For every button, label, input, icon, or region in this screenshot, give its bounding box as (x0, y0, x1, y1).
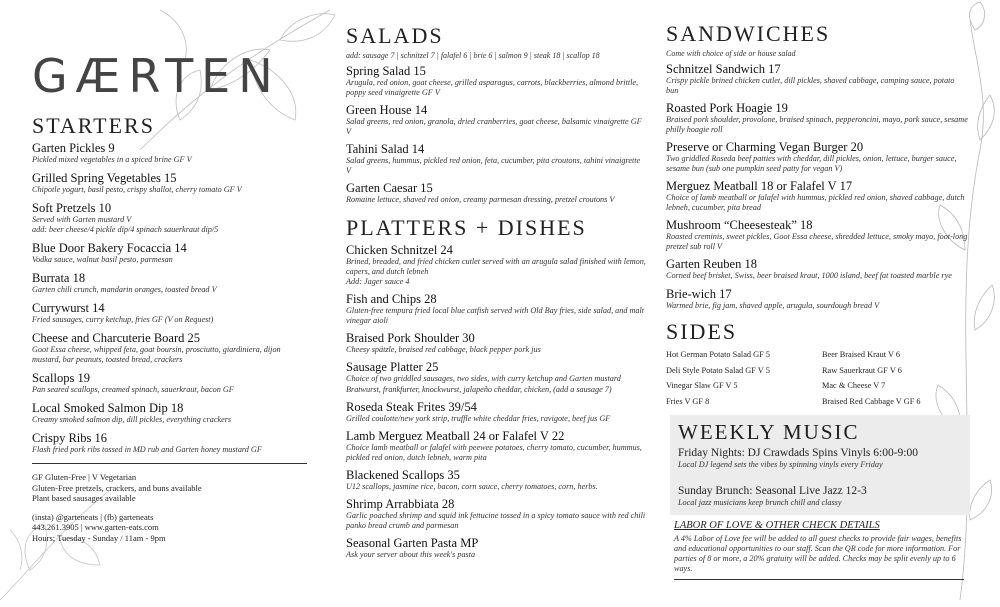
brand-logo: GÆRTEN (32, 49, 281, 103)
music-event: Sunday Brunch: Seasonal Live Jazz 12-3 Local jazz musicians keep brunch chill and classy (678, 485, 867, 507)
menu-item: Schnitzel Sandwich 17 Crispy pickle brined chicken cutlet, dill pickles, shaved cabbage, camping sauce, potato bun (666, 62, 955, 95)
labor-of-love-heading: LABOR OF LOVE & OTHER CHECK DETAILS (674, 520, 880, 531)
platters-list (346, 243, 646, 560)
menu-item: Garten Reuben 18 Corned beef brisket, Swiss, beer braised kraut, 1000 island, beef fat toasted marble rye (666, 257, 952, 280)
menu-item: Garten Caesar 15 Romaine lettuce, shaved red onion, creamy parmesan dressing, pretzel croutons V (346, 181, 615, 204)
menu-item: Tahini Salad 14 Salad greens, hummus, pickled red onion, feta, cucumber, pita croutons, tahini vinaigrette V (346, 142, 641, 175)
menu-item: Cheese and Charcuterie Board 25 Goot Essa cheese, whipped feta, goat boursin, prosciutto, giardiniera, dijon mustard, bar peanuts, toasted bread, crackers (32, 331, 281, 364)
left-column (32, 49, 308, 543)
menu-item: Sausage Platter 25 Choice of two griddled sausages, two sides, with curry ketchup and Garten mustard Bratwurst, frankfurter, knockwurst, jalapeño cheddar, chicken, (add a sausage 7) (346, 360, 621, 394)
middle-column (346, 24, 646, 565)
menu-item: Blackened Scallops 35 U12 scallops, jasmine rice, bacon, corn sauce, cherry tomatoes, corn, herbs. (346, 468, 598, 491)
salads-addons: add: sausage 7 | schnitzel 7 | falafel 6 | brie 6 | salmon 9 | steak 18 | scallop 18 (346, 51, 600, 60)
weekly-music-box (670, 415, 970, 515)
dietary-notes: GF Gluten-Free | V Vegetarian Gluten-Free pretzels, crackers, and buns available Plant based sausages available (32, 472, 202, 503)
menu-item: Brie-wich 17 Warmed brie, fig jam, shaved apple, arugula, sourdough bread V (666, 287, 880, 310)
menu-item: Garten Pickles 9 Pickled mixed vegetables in a spiced brine GF V (32, 141, 192, 164)
menu-item: Braised Pork Shoulder 30 Cheesy spätzle, braised red cabbage, black pepper pork jus (346, 331, 541, 354)
sides-column-right (822, 347, 921, 409)
list-item: Beer Braised Kraut V 6 (822, 350, 901, 359)
menu-item: Grilled Spring Vegetables 15 Chipotle yogurt, basil pesto, crispy shallot, cherry tomato GF V (32, 171, 242, 194)
starters-list (32, 141, 308, 455)
sandwiches-heading: SANDWICHES (666, 21, 831, 46)
starters-heading: STARTERS (32, 113, 155, 138)
sides-column-left (666, 347, 810, 409)
menu-item: Soft Pretzels 10 Served with Garten mustard V add: beer cheese/4 pickle dip/4 spinach sauerkraut dip/5 (32, 201, 219, 234)
sandwiches-list (666, 62, 968, 311)
menu-item: Blue Door Bakery Focaccia 14 Vodka sauce, walnut basil pesto, parmesan (32, 241, 187, 264)
music-event: Friday Nights: DJ Crawdads Spins Vinyls 6:00-9:00 Local DJ legend sets the vibes by spinning vinyls every Friday (678, 447, 918, 469)
menu-item: Chicken Schnitzel 24 Brined, breaded, and fried chicken cutlet served with an arugula salad finished with lemon, capers, and dutch lebneh Add: Jager sauce 4 (346, 243, 646, 286)
list-item: Raw Sauerkraut GF V 6 (822, 365, 902, 375)
salads-heading: SALADS (346, 23, 444, 48)
menu-item: Crispy Ribs 16 Flash fried pork ribs tossed in MD rub and Garten honey mustard GF (32, 431, 262, 454)
list-item: Mac & Cheese V 7 (822, 381, 886, 390)
menu-item: Seasonal Garten Pasta MP Ask your server about this week's pasta (346, 536, 479, 559)
menu-item: Mushroom “Cheesesteak” 18 Roasted creminis, sweet pickles, Goot Essa cheese, shredded lettuce, smoky mayo, foot-long pretzel sub roll V (666, 218, 968, 251)
menu-item: Lamb Merguez Meatball 24 or Falafel V 22 Choice lamb meatball or falafel with peewee potatoes, cherry tomato, cucumber, hummus, pickled red onion, dutch lebneh, warm pita (346, 429, 642, 462)
list-item: Hot German Potato Salad GF 5 (666, 350, 770, 359)
list-item: Braised Red Cabbage V GF 6 (822, 396, 921, 406)
menu-item: Burrata 18 Garten chili crunch, mandarin oranges, toasted bread V (32, 271, 217, 294)
weekly-music-heading: WEEKLY MUSIC (678, 420, 860, 444)
menu-item: Spring Salad 15 Arugula, red onion, goat cheese, grilled asparagus, carrots, blackberries, almond brittle, poppy seed vinaigrette GF V (346, 64, 639, 97)
menu-item: Preserve or Charming Vegan Burger 20 Two griddled Roseda beef patties with cheddar, dill pickles, onion, lettuce, burger sauce, sesame bun (sub one pumpkin seed patty for vegan V) (666, 140, 957, 173)
list-item: Fries V GF 8 (666, 396, 710, 406)
divider (674, 579, 964, 580)
platters-heading: PLATTERS + DISHES (346, 215, 587, 240)
divider (32, 463, 307, 464)
list-item: Vinegar Slaw GF V 5 (666, 381, 738, 390)
labor-of-love-section (674, 519, 970, 580)
contact-info: (insta) @garteneats | (fb) garteneats 443.261.3905 | www.garten-eats.com Hours; Tuesday - Sunday / 11am - 9pm (32, 511, 166, 543)
menu-item: Roseda Steak Frites 39/54 Grilled coulotte/new york strip, truffle white cheddar fries, ravigote, beef jus GF (346, 400, 611, 423)
menu-item: Green House 14 Salad greens, red onion, granola, dried cranberries, goat cheese, balsamic vinaigrette GF V (346, 103, 642, 136)
labor-of-love-text: A 4% Labor of Love fee will be added to all guest checks to provide fair wages, benefits and educational opportunities to our staff. Scan the QR code for more information. For parties of 8 or more, a 20% gratuity will be added. Checks may be split evenly up to 6 ways. (674, 534, 962, 573)
right-column (666, 22, 968, 580)
menu-item: Local Smoked Salmon Dip 18 Creamy smoked salmon dip, dill pickles, everything crackers (32, 401, 232, 424)
sides-heading: SIDES (666, 319, 738, 344)
menu-item: Merguez Meatball 18 or Falafel V 17 Choice of lamb meatball or falafel with hummus, pickled red onion, shaved cabbage, dutch lebneh, cucumber, pita bread (666, 179, 965, 212)
menu-item: Currywurst 14 Fried sausages, curry ketchup, fries GF (V on Request) (32, 301, 214, 324)
sides-list (666, 347, 968, 409)
menu-item: Fish and Chips 28 Gluten-free tempura fried local blue catfish served with Old Bay fries, side salad, and malt vinegar aioli (346, 292, 645, 325)
salads-list (346, 64, 646, 205)
menu-item: Scallops 19 Pan seared scallops, creamed spinach, sauerkraut, bacon GF (32, 371, 234, 394)
menu-item: Shrimp Arrabbiata 28 Garlic poached shrimp and squid ink fettucine tossed in a spicy tomato sauce with red chili panko bread crumb and parmesan (346, 497, 646, 530)
list-item: Deli Style Potato Salad GF V 5 (666, 365, 770, 375)
menu-item: Roasted Pork Hoagie 19 Braised pork shoulder, provolone, braised spinach, pepperoncini, mayo, pork sauce, sesame philly hoagie roll (666, 101, 968, 134)
sandwiches-note: Come with choice of side or house salad (666, 49, 796, 58)
